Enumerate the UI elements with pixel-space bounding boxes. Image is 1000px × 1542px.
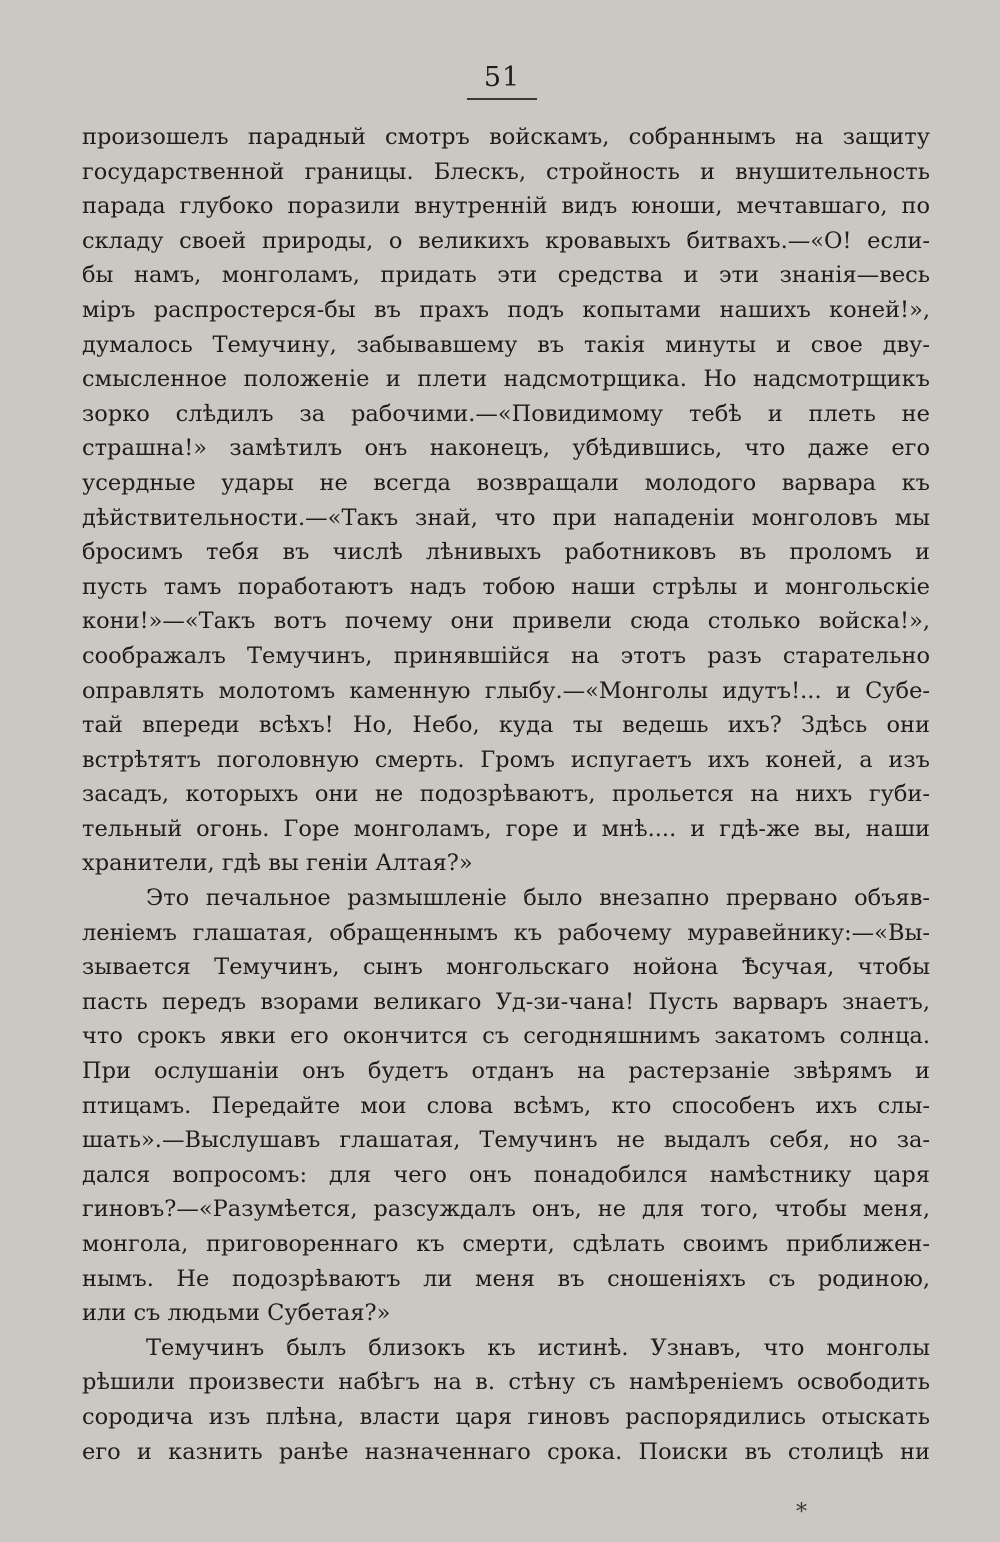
text-line: Темучинъ былъ близокъ къ истинѣ. Узнавъ, что монголы [146, 1334, 930, 1361]
text-line: соображалъ Темучинъ, принявшійся на этотъ разъ старательно [82, 642, 930, 669]
text-line: засадъ, которыхъ они не подозрѣваютъ, прольется на нихъ губи- [82, 781, 930, 808]
text-line: кони!»—«Такъ вотъ почему они привели сюда столько войска!», [82, 608, 930, 635]
footer-signature-mark: * [796, 1500, 807, 1525]
text-line: оправлять молотомъ каменную глыбу.—«Монголы идутъ!... и Субе- [82, 677, 930, 704]
text-line: зорко слѣдилъ за рабочими.—«Повидимому тебѣ и плеть не [82, 400, 930, 427]
text-line: пусть тамъ поработаютъ надъ тобою наши стрѣлы и монгольскіе [82, 573, 930, 600]
text-line: шать».—Выслушавъ глашатая, Темучинъ не выдалъ себя, но за- [82, 1127, 930, 1154]
text-line: государственной границы. Блескъ, стройность и внушительность [82, 158, 930, 185]
text-line: гиновъ?—«Разумѣется, разсуждалъ онъ, не для того, чтобы меня, [82, 1196, 930, 1223]
text-line: птицамъ. Передайте мои слова всѣмъ, кто способенъ ихъ слы- [82, 1092, 930, 1119]
text-line: монгола, приговореннаго къ смерти, сдѣлать своимъ приближен- [82, 1231, 930, 1257]
text-line: произошелъ парадный смотръ войскамъ, собраннымъ на защиту [82, 124, 930, 150]
text-line: страшна!» замѣтилъ онъ наконецъ, убѣдившись, что даже его [82, 435, 930, 462]
text-line: встрѣтятъ поголовную смерть. Громъ испугаетъ ихъ коней, а изъ [82, 746, 930, 773]
text-line: міръ распростерся-бы въ прахъ подъ копытами нашихъ коней!», [82, 296, 930, 323]
body-text [82, 120, 930, 1469]
text-line: или съ людьми Субетая?» [82, 1300, 391, 1327]
text-line: усердные удары не всегда возвращали молодого варвара къ [82, 469, 930, 496]
text-line: что срокъ явки его окончится съ сегодняшнимъ закатомъ солнца. [82, 1023, 930, 1050]
text-line: зывается Темучинъ, сынъ монгольскаго нойона Ѣсучая, чтобы [82, 954, 930, 981]
text-line: тай впереди всѣхъ! Но, Небо, куда ты ведешь ихъ? Здѣсь они [82, 712, 930, 739]
text-line: тельный огонь. Горе монголамъ, горе и мнѣ.... и гдѣ-же вы, наши [82, 815, 930, 842]
text-line: нымъ. Не подозрѣваютъ ли меня въ сношеніяхъ съ родиною, [82, 1265, 930, 1292]
text-line: хранители, гдѣ вы геніи Алтая?» [82, 850, 473, 877]
text-line: дѣйствительности.—«Такъ знай, что при нападеніи монголовъ мы [82, 504, 930, 531]
text-line: дался вопросомъ: для чего онъ понадобился намѣстнику царя [82, 1161, 930, 1188]
page-number: 51 [467, 60, 537, 100]
text-line: думалось Темучину, забывавшему въ такія минуты и свое дву- [82, 331, 930, 358]
text-line: леніемъ глашатая, обращеннымъ къ рабочему муравейнику:—«Вы- [82, 919, 930, 946]
text-line: смысленное положеніе и плети надсмотрщика. Но надсмотрщикъ [82, 366, 930, 393]
text-line: парада глубоко поразили внутренній видъ юноши, мечтавшаго, по [82, 193, 930, 220]
text-line: пасть передъ взорами великаго Уд-зи-чана! Пусть варваръ знаетъ, [82, 988, 930, 1015]
text-line: Это печальное размышленіе было внезапно прервано объяв- [146, 885, 930, 912]
text-line: бы намъ, монголамъ, придать эти средства и эти знанія—весь [82, 262, 930, 289]
text-line: сородича изъ плѣна, власти царя гиновъ распорядились отыскать [82, 1403, 930, 1430]
text-line: его и казнить ранѣе назначеннаго срока. Поиски въ столицѣ ни [82, 1438, 930, 1465]
text-line: рѣшили произвести набѣгъ на в. стѣну съ намѣреніемъ освободить [82, 1369, 930, 1396]
text-line: При ослушаніи онъ будетъ отданъ на растерзаніе звѣрямъ и [82, 1058, 930, 1085]
text-line: складу своей природы, о великихъ кровавыхъ битвахъ.—«О! если- [82, 227, 930, 254]
text-line: бросимъ тебя въ числѣ лѣнивыхъ работниковъ въ проломъ и [82, 539, 930, 566]
